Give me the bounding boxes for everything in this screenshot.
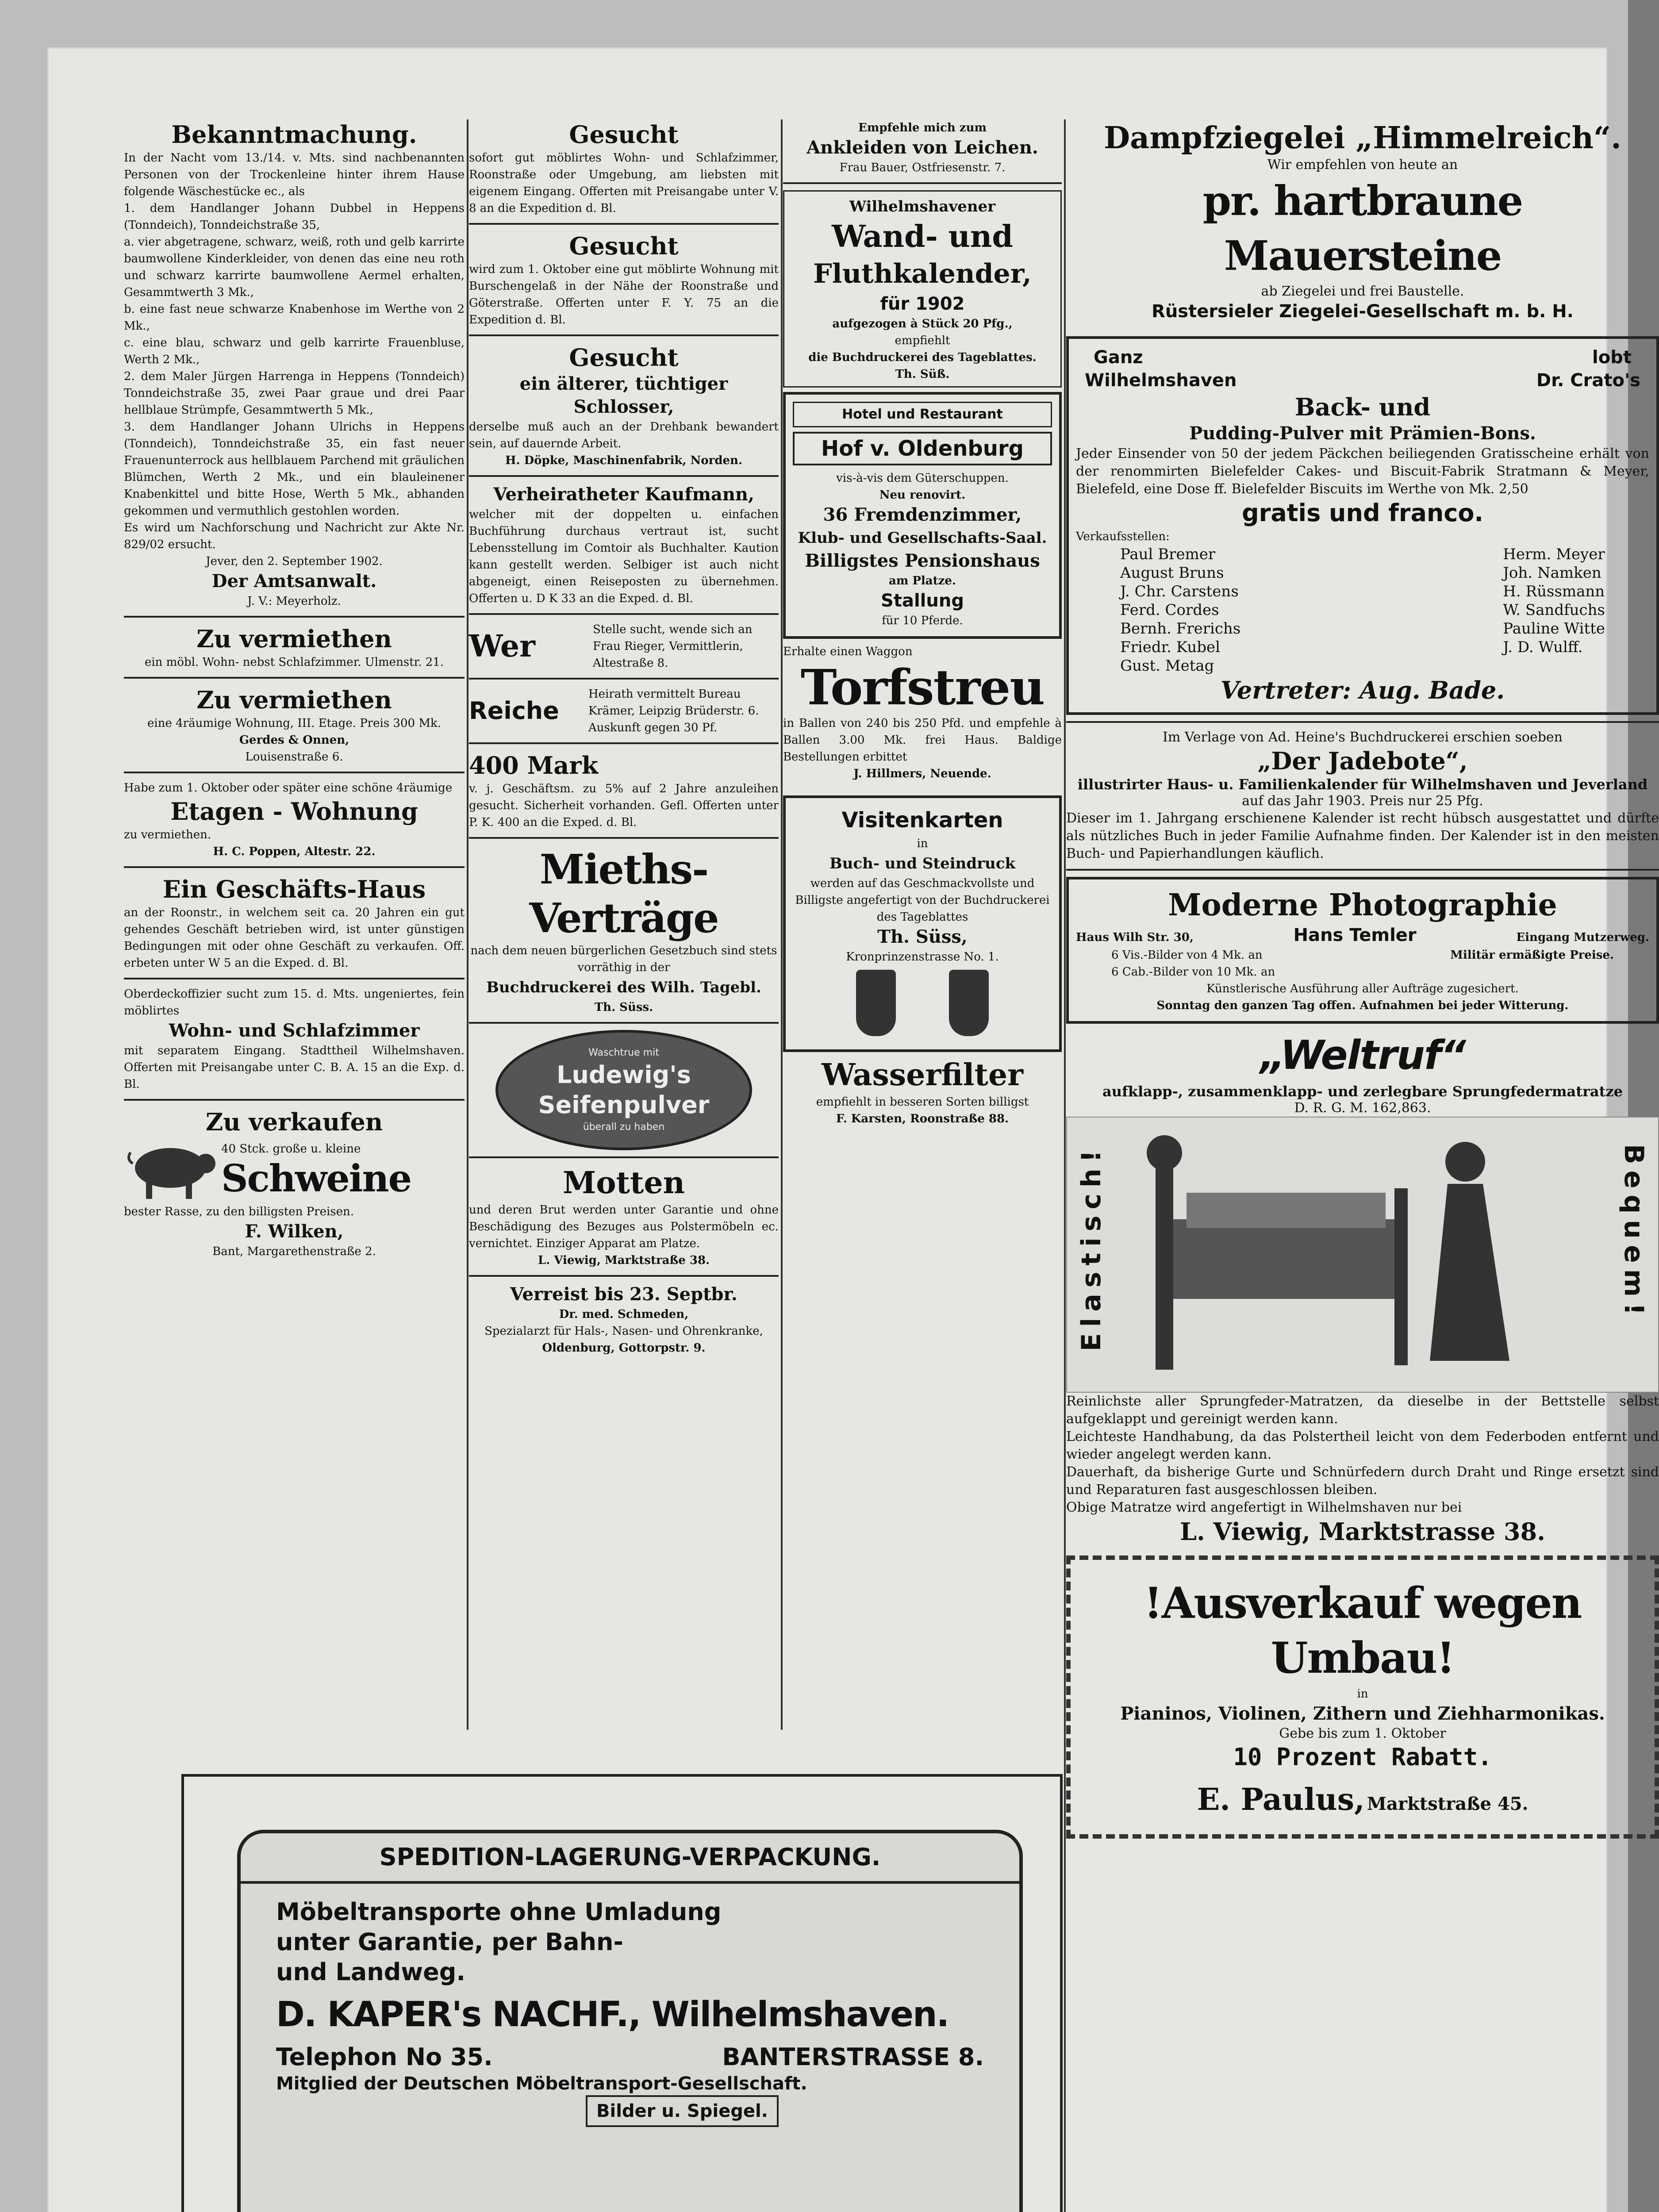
visitenkarten-sub: in	[917, 837, 928, 850]
bek-signature: Der Amtsanwalt.	[211, 571, 377, 591]
kaufmann-title: Verheiratheter Kaufmann,	[493, 484, 754, 505]
wer-title: Wer	[469, 629, 535, 664]
visitenkarten-ad	[783, 795, 1062, 1052]
kaper-roof: SPEDITION-LAGERUNG-VERPACKUNG.	[241, 1833, 1019, 1884]
kalender-text: empfiehlt	[895, 334, 950, 347]
mietsvertraege-text: nach dem neuen bürgerlichen Gesetzbuch sind stets vorräthig in der	[470, 944, 777, 974]
photographie-entrance: Eingang Mutzerweg.	[1516, 931, 1649, 944]
torf-text: in Ballen von 240 bis 250 Pfd. und empfehle à Ballen 3.00 Mk. frei Haus. Baldige Bestellungen erbittet	[783, 717, 1062, 764]
geschaeftshaus-title: Ein Geschäfts-Haus	[162, 875, 426, 903]
wasserfilter-signature: F. Karsten, Roonstraße 88.	[836, 1112, 1009, 1125]
gentlemen-illustration	[793, 965, 1052, 1042]
kaper-telephone: Telephon No 35.	[276, 2043, 493, 2071]
crato-shop-item: J. D. Wulff.	[1503, 638, 1583, 656]
hotel-name: Hof v. Oldenburg	[793, 432, 1052, 465]
kalender-title-2: Fluthkalender,	[813, 258, 1032, 289]
photographie-line-2: 6 Cab.-Bilder von 10 Mk. an	[1111, 965, 1275, 979]
reiche-text: Heirath vermittelt Bureau Krämer, Leipzig Brüderstr. 6. Auskunft gegen 30 Pf.	[588, 687, 759, 734]
geschaeftshaus-text: an der Roonstr., in welchem seit ca. 20 Jahren ein gut gehendes Geschäft betrieben wird, ist unter günstigen Bedingungen mit oder ohne Geschäft zu verkaufen. Off. erbeten unter W 5 an die Exped. d. Bl.	[124, 906, 465, 970]
ausverkauf-rabatt: 10 Prozent Rabatt.	[1233, 1743, 1492, 1771]
gesucht-3-text: derselbe muß auch an der Drehbank bewandert sein, auf dauernde Arbeit.	[469, 420, 779, 450]
verkaufen-big: Schweine	[221, 1156, 411, 1200]
crato-ad	[1066, 336, 1659, 715]
kalender-signature: Th. Süß.	[895, 368, 950, 381]
motten-signature: L. Viewig, Marktstraße 38.	[538, 1254, 710, 1267]
oberdeck-text: Oberdeckoffizier sucht zum 15. d. Mts. ungeniertes, fein möblirtes	[124, 987, 465, 1018]
bek-title: Bekanntmachung.	[171, 120, 417, 149]
ausverkauf-until: Gebe bis zum 1. Oktober	[1279, 1726, 1446, 1741]
etage-pre: Habe zum 1. Oktober oder später eine schöne 4räumige	[124, 781, 453, 795]
weltruf-text-4: Obige Matratze wird angefertigt in Wilhelmshaven nur bei	[1066, 1500, 1462, 1515]
column-rule	[1064, 119, 1066, 2212]
kaufmann-text: welcher mit der doppelten u. einfachen Buchführung durchaus vertraut ist, sucht Lebensstellung im Comtoir als Buchhalter. Kaution kann gestellt werden. Selbiger ist auch nicht abgeneigt, einen Reiseposten zu übernehmen. Offerten u. D K 33 an die Exped. d. Bl.	[469, 508, 779, 605]
bek-date: Jever, den 2. September 1902.	[206, 555, 383, 568]
bek-item-3: 3. dem Handlanger Johann Ulrichs in Heppens (Tonndeich), Tonndeichstraße 35, ein fast neuer Frauenunterrock aus hellblauem Parchend mit gräulichen Blümchen, Werth 2 Mk., und ein blauleinener Knabenkittel und bitte Hose, Werth 5 Mk., abhanden gekommen und vermuthlich gestohlen worden.	[124, 420, 465, 518]
verkaufen-signature: F. Wilken,	[245, 1221, 344, 1242]
photographie-military: Militär ermäßigte Preise.	[1450, 949, 1614, 962]
hotel-top: Hotel und Restaurant	[793, 402, 1052, 427]
crato-shop-item: Pauline Witte	[1503, 620, 1605, 637]
crato-ganz: Ganz	[1094, 347, 1143, 368]
ankleiden-pre: Empfehle mich zum	[858, 121, 987, 134]
kaper-member: Mitglied der Deutschen Möbeltransport-Gesellschaft.	[276, 2074, 807, 2094]
crato-whv: Wilhelmshaven	[1085, 370, 1237, 391]
crato-shop-item: Ferd. Cordes	[1120, 601, 1219, 619]
weltruf-drgm: D. R. G. M. 162,863.	[1294, 1100, 1431, 1116]
ausverkauf-signature: E. Paulus,	[1197, 1782, 1365, 1817]
crato-signature: Vertreter: Aug. Bade.	[1220, 676, 1505, 704]
ziegelei-title: Dampfziegelei „Himmelreich“.	[1104, 120, 1621, 156]
kaper-address: BANTERSTRASSE 8.	[722, 2043, 984, 2071]
photographie-line-1: 6 Vis.-Bilder von 4 Mk. an	[1111, 949, 1263, 962]
ludewig-top: Waschtrue mit	[588, 1047, 659, 1058]
visitenkarten-signature: Th. Süss,	[877, 926, 968, 947]
kaper-line-3: und Landweg.	[276, 1958, 465, 1986]
gesucht-1-title: Gesucht	[569, 120, 679, 149]
ankleiden-signature: Frau Bauer, Ostfriesenstr. 7.	[839, 161, 1006, 174]
gesucht-2-title: Gesucht	[569, 232, 679, 260]
etage-signature: H. C. Poppen, Altestr. 22.	[213, 845, 376, 858]
kalender-price: aufgezogen à Stück 20 Pfg.,	[832, 317, 1013, 330]
bek-signature-2: J. V.: Meyerholz.	[247, 595, 341, 608]
verkaufen-address: Bant, Margarethenstraße 2.	[212, 1245, 376, 1258]
ziegelei-signature: Rüstersieler Ziegelei-Gesellschaft m. b. H.	[1152, 301, 1574, 322]
bek-item-1: 1. dem Handlanger Johann Dubbel in Heppens (Tonndeich), Tonndeichstraße 35,	[124, 202, 465, 232]
verreist-name: Dr. med. Schmeden,	[559, 1308, 689, 1321]
photographie-line-3: Künstlerische Ausführung aller Aufträge zugesichert.	[1206, 982, 1519, 995]
motten-text: und deren Brut werden unter Garantie und ohne Beschädigung des Bezuges aus Polstermöbeln ec. vernichtet. Einziger Apparat am Platze.	[469, 1203, 779, 1250]
hotel-ad	[783, 392, 1062, 639]
crato-shop-item: H. Rüssmann	[1503, 583, 1605, 600]
crato-dr: Dr. Crato's	[1536, 370, 1640, 391]
column-4	[1066, 119, 1659, 2212]
kaper-line-2: unter Garantie, per Bahn-	[276, 1928, 623, 1956]
crato-product-2: Pudding-Pulver mit Prämien-Bons.	[1189, 423, 1536, 444]
jadebote-year: auf das Jahr 1903. Preis nur 25 Pfg.	[1242, 793, 1483, 809]
hotel-new: Neu renovirt.	[879, 488, 966, 502]
hotel-club: Klub- und Gesellschafts-Saal.	[798, 529, 1047, 547]
ausverkauf-in: in	[1357, 1687, 1368, 1701]
kalender-ad	[783, 190, 1062, 388]
gesucht-3-sub: ein älterer, tüchtiger Schlosser,	[519, 373, 728, 417]
ziegelei-text-2: ab Ziegelei und frei Baustelle.	[1261, 284, 1464, 299]
ziegelei-big: pr. hartbraune Mauersteine	[1202, 177, 1523, 280]
visitenkarten-address: Kronprinzenstrasse No. 1.	[846, 950, 999, 964]
kalender-text-2: die Buchdruckerei des Tageblattes.	[808, 351, 1037, 364]
kalender-top: Wilhelmshavener	[849, 198, 996, 215]
kaper-name: D. KAPER's NACHF., Wilhelmshaven.	[276, 1995, 949, 2035]
kalender-title-1: Wand- und	[832, 219, 1013, 254]
gesucht-3-signature: H. Döpke, Maschinenfabrik, Norden.	[505, 454, 742, 467]
etage-title: Etagen - Wohnung	[170, 797, 418, 826]
crato-shop-item: J. Chr. Carstens	[1120, 583, 1239, 600]
hotel-rooms: 36 Fremdenzimmer,	[823, 504, 1022, 525]
weltruf-sub: aufklapp-, zusammenklapp- und zerlegbare Sprungfedermatratze	[1102, 1083, 1623, 1100]
crato-list-1	[1120, 545, 1240, 675]
gesucht-2-text: wird zum 1. Oktober eine gut möblirte Wohnung mit Burschengelaß in der Nähe der Roonstraße und Göterstraße. Offerten unter F. Y. 75 an die Expedition d. Bl.	[469, 263, 779, 326]
visitenkarten-title: Visitenkarten	[841, 808, 1003, 833]
mietsvertraege-signature-2: Th. Süss.	[594, 1001, 653, 1014]
kaper-line-1: Möbeltransporte ohne Umladung	[276, 1898, 722, 1926]
kaper-ad	[181, 1774, 1063, 2212]
ausverkauf-items: Pianinos, Violinen, Zithern und Ziehharmonikas.	[1120, 1703, 1605, 1724]
torf-title: Torfstreu	[800, 659, 1045, 716]
weltruf-text-2: Leichteste Handhabung, da das Polstertheil leicht von dem Federboden entfernt und wieder angelegt werden kann.	[1066, 1429, 1659, 1462]
weltruf-text-1: Reinlichste aller Sprungfeder-Matratzen, da dieselbe in der Bettstelle selbst aufgeklappt und gereinigt werden kann.	[1066, 1394, 1659, 1427]
wasserfilter-text: empfiehlt in besseren Sorten billigst	[816, 1095, 1029, 1109]
motten-title: Motten	[562, 1165, 685, 1201]
hotel-address: vis-à-vis dem Güterschuppen.	[836, 472, 1009, 485]
bek-item-1c: c. eine blau, schwarz und gelb karrirte Frauenbluse, Werth 2 Mk.,	[124, 336, 465, 366]
zv2-address: Louisenstraße 6.	[245, 750, 343, 764]
weltruf-right: Bequem!	[1618, 1144, 1649, 1321]
bek-item-1a: a. vier abgetragene, schwarz, weiß, roth und gelb karrirte baumwollene Kinderkleider, von denen das eine neu roth und schwarz karrirte baumwollene Aermel erhalten, Gesammtwerth 3 Mk.,	[124, 235, 465, 299]
hotel-pension: Billigstes Pensionshaus	[805, 550, 1040, 571]
ausverkauf-address: Marktstraße 45.	[1367, 1793, 1528, 1814]
crato-shop-item: Bernh. Frerichs	[1120, 620, 1241, 637]
ludewig-bottom: überall zu haben	[583, 1121, 665, 1133]
jadebote-title: „Der Jadebote“,	[1257, 747, 1468, 775]
photographie-line-4: Sonntag den ganzen Tag offen. Aufnahmen bei jeder Witterung.	[1156, 999, 1569, 1012]
photographie-address: Haus Wilh Str. 30,	[1076, 931, 1194, 944]
hotel-horses: für 10 Pferde.	[882, 614, 963, 627]
weltruf-title: „Weltruf“	[1260, 1032, 1466, 1079]
column-rule	[781, 119, 783, 1730]
visitenkarten-text: werden auf das Geschmackvollste und Billigste angefertigt von der Buchdruckerei des Tageblattes	[795, 877, 1050, 924]
column-3	[783, 119, 1062, 1730]
zv2-text: eine 4räumige Wohnung, III. Etage. Preis 300 Mk.	[147, 717, 441, 730]
weltruf-left: Elastisch!	[1076, 1144, 1107, 1352]
ludewig-ad	[495, 1030, 752, 1150]
zv1-text: ein möbl. Wohn- nebst Schlafzimmer. Ulmenstr. 21.	[144, 656, 444, 669]
ludewig-product: Seifenpulver	[538, 1091, 710, 1119]
pig-icon	[124, 1137, 217, 1203]
ausverkauf-ad	[1066, 1555, 1659, 1839]
crato-verkaufsstellen: Verkaufsstellen:	[1076, 530, 1170, 543]
zv1-title: Zu vermiethen	[196, 625, 392, 653]
crato-shop-item: Gust. Metag	[1120, 657, 1214, 675]
crato-shop-item: Joh. Namken	[1503, 564, 1601, 582]
weltruf-text-3: Dauerhaft, da bisherige Gurte und Schnürfedern durch Draht und Ringe ersetzt sind und Reparaturen fast ausgeschlossen bleiben.	[1066, 1464, 1659, 1498]
etage-post: zu vermiethen.	[124, 828, 211, 841]
ludewig-name: Ludewig's	[557, 1061, 691, 1089]
oberdeck-title: Wohn- und Schlafzimmer	[169, 1020, 420, 1041]
torf-signature: J. Hillmers, Neuende.	[853, 767, 991, 780]
visitenkarten-sub-2: Buch- und Steindruck	[829, 855, 1016, 872]
mietsvertraege-title: Mieths-Verträge	[529, 845, 718, 942]
crato-text: Jeder Einsender von 50 der jedem Päckchen beiliegenden Gratisscheine erhält von der renommirten Bielefelder Cakes- und Biscuit-Fabrik Stratmann & Meyer, Bielefeld, eine Dose ff. Bielefelder Biscuits im Werthe von Mk. 2,50	[1076, 446, 1649, 497]
mark400-title: 400 Mark	[469, 751, 599, 780]
crato-shop-item: Paul Bremer	[1120, 545, 1216, 563]
hotel-place: am Platze.	[888, 574, 956, 588]
weltruf-signature: L. Viewig, Marktstrasse 38.	[1179, 1517, 1545, 1546]
reiche-title: Reiche	[469, 697, 559, 725]
kalender-year: für 1902	[880, 294, 965, 314]
bek-request: Es wird um Nachforschung und Nachricht zur Akte Nr. 829/02 ersucht.	[124, 521, 465, 551]
verreist-title: Verreist bis 23. Septbr.	[510, 1284, 737, 1305]
moving-wagon	[237, 1830, 1023, 2212]
jadebote-text: Dieser im 1. Jahrgang erschienene Kalender ist recht hübsch ausgestattet und dürfte als nützliches Buch in jeder Familie Aufnahme finden. Der Kalender ist in den meisten Buch- und Papierhandlungen käuflich.	[1066, 810, 1659, 861]
verkaufen-post: bester Rasse, zu den billigsten Preisen.	[124, 1205, 354, 1218]
verkaufen-title: Zu verkaufen	[205, 1108, 383, 1136]
column-1	[124, 119, 465, 1730]
newspaper-page	[49, 49, 1659, 2212]
jadebote-pre: Im Verlage von Ad. Heine's Buchdruckerei erschien soeben	[1162, 730, 1563, 745]
zv2-title: Zu vermiethen	[196, 686, 392, 714]
photographie-ad	[1066, 877, 1659, 1024]
verreist-address: Oldenburg, Gottorpstr. 9.	[542, 1341, 706, 1355]
crato-lobt: lobt	[1592, 347, 1632, 368]
photographie-title: Moderne Photographie	[1168, 887, 1557, 923]
mietsvertraege-signature: Buchdruckerei des Wilh. Tagebl.	[486, 979, 761, 996]
crato-product-1: Back- und	[1294, 393, 1431, 421]
zv2-signature: Gerdes & Onnen,	[239, 733, 349, 747]
ausverkauf-title: !Ausverkauf wegen Umbau!	[1144, 1578, 1582, 1683]
column-2	[469, 119, 779, 1730]
verreist-text: Spezialarzt für Hals-, Nasen- und Ohrenkranke,	[484, 1325, 763, 1338]
oberdeck-text-2: mit separatem Eingang. Stadttheil Wilhelmshaven. Offerten mit Preisangabe unter C. B. A. 15 an die Exp. d. Bl.	[124, 1044, 465, 1091]
gesucht-1-text: sofort gut möblirtes Wohn- und Schlafzimmer, Roonstraße oder Umgebung, am liebsten mit eigenem Eingang. Offerten mit Preisangabe unter V. 8 an die Expedition d. Bl.	[469, 151, 779, 215]
ziegelei-text: Wir empfehlen von heute an	[1267, 157, 1458, 173]
jadebote-sub: illustrirter Haus- u. Familienkalender für Wilhelmshaven und Jeverland	[1077, 776, 1648, 793]
column-rule	[467, 119, 469, 1730]
wasserfilter-title: Wasserfilter	[822, 1057, 1023, 1093]
torf-pre: Erhalte einen Waggon	[783, 645, 913, 658]
mattress-illustration	[1066, 1117, 1659, 1393]
bek-text: In der Nacht vom 13./14. v. Mts. sind nachbenannten Personen von der Trockenleine hinter ihrem Hause folgende Wäschestücke ec., als	[124, 151, 465, 198]
wer-text: Stelle sucht, wende sich an Frau Rieger, Vermittlerin, Altestraße 8.	[593, 623, 753, 670]
bek-item-1b: b. eine fast neue schwarze Knabenhose im Werthe von 2 Mk.,	[124, 303, 465, 333]
bek-item-2: 2. dem Maler Jürgen Harrenga in Heppens (Tonndeich) Tonndeichstraße 35, zwei Paar graue und drei Paar hellblaue Strümpfe, Gesammtwerth 5 Mk.,	[124, 370, 465, 417]
verkaufen-pre: 40 Stck. große u. kleine	[221, 1142, 361, 1156]
crato-shop-item: W. Sandfuchs	[1503, 601, 1605, 619]
crato-shop-item: August Bruns	[1120, 564, 1224, 582]
crato-list-2	[1503, 545, 1605, 675]
gesucht-3-title: Gesucht	[569, 343, 679, 372]
mark400-text: v. j. Geschäftsm. zu 5% auf 2 Jahre anzuleihen gesucht. Sicherheit vorhanden. Gefl. Offerten unter P. K. 400 an die Exped. d. Bl.	[469, 782, 779, 829]
bed-woman-icon	[1120, 1131, 1607, 1379]
kaper-mirror: Bilder u. Spiegel.	[586, 2095, 779, 2127]
photographie-name: Hans Temler	[1293, 925, 1417, 945]
hotel-stall: Stallung	[881, 591, 964, 611]
crato-shop-item: Herm. Meyer	[1503, 545, 1605, 563]
ankleiden-title: Ankleiden von Leichen.	[806, 137, 1038, 158]
crato-shop-item: Friedr. Kubel	[1120, 638, 1221, 656]
crato-gratis: gratis und franco.	[1242, 499, 1483, 527]
